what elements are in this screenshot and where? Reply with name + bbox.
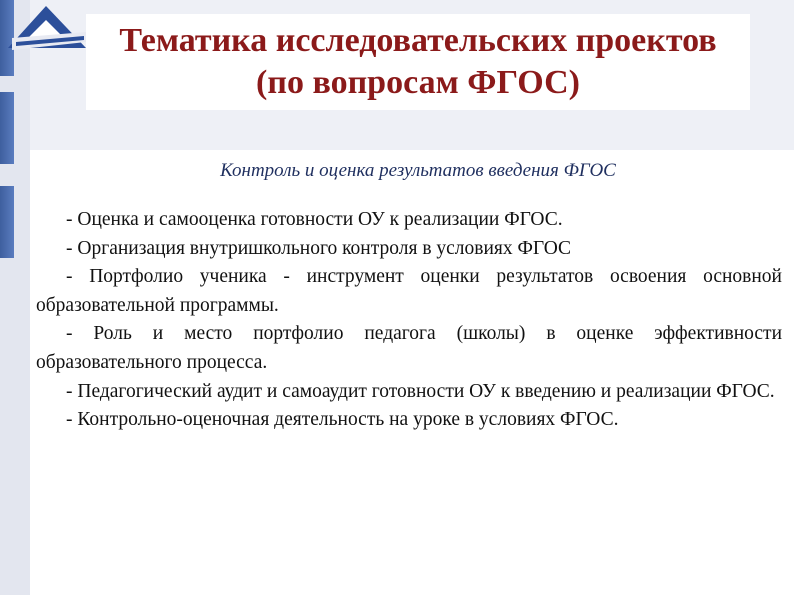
section-subtitle: Контроль и оценка результатов введения ФГОС [220, 160, 616, 181]
title-box [86, 14, 750, 110]
list-item: - Оценка и самооценка готовности ОУ к реализации ФГОС. [66, 209, 563, 230]
left-accent-bar [0, 92, 14, 164]
list-item: - Организация внутришкольного контроля в условиях ФГОС [66, 237, 572, 259]
topic-list [36, 206, 782, 435]
left-accent-bar [0, 186, 14, 258]
left-decoration-strip [0, 0, 30, 595]
list-item: - Портфолио ученика - инструмент оценки результатов освоения основной образовательной программы. [36, 266, 782, 316]
triangle-logo-icon [6, 2, 88, 62]
content-panel [30, 150, 794, 595]
list-item: - Роль и место портфолио педагога (школы) в оценке эффективности образовательного процесса. [36, 323, 782, 373]
page-title: Тематика исследовательских проектов (по вопросам ФГОС) [119, 22, 717, 101]
list-item: - Контрольно-оценочная деятельность на уроке в условиях ФГОС. [66, 409, 619, 431]
list-item: - Педагогический аудит и самоаудит готовности ОУ к введению и реализации ФГОС. [66, 380, 775, 402]
